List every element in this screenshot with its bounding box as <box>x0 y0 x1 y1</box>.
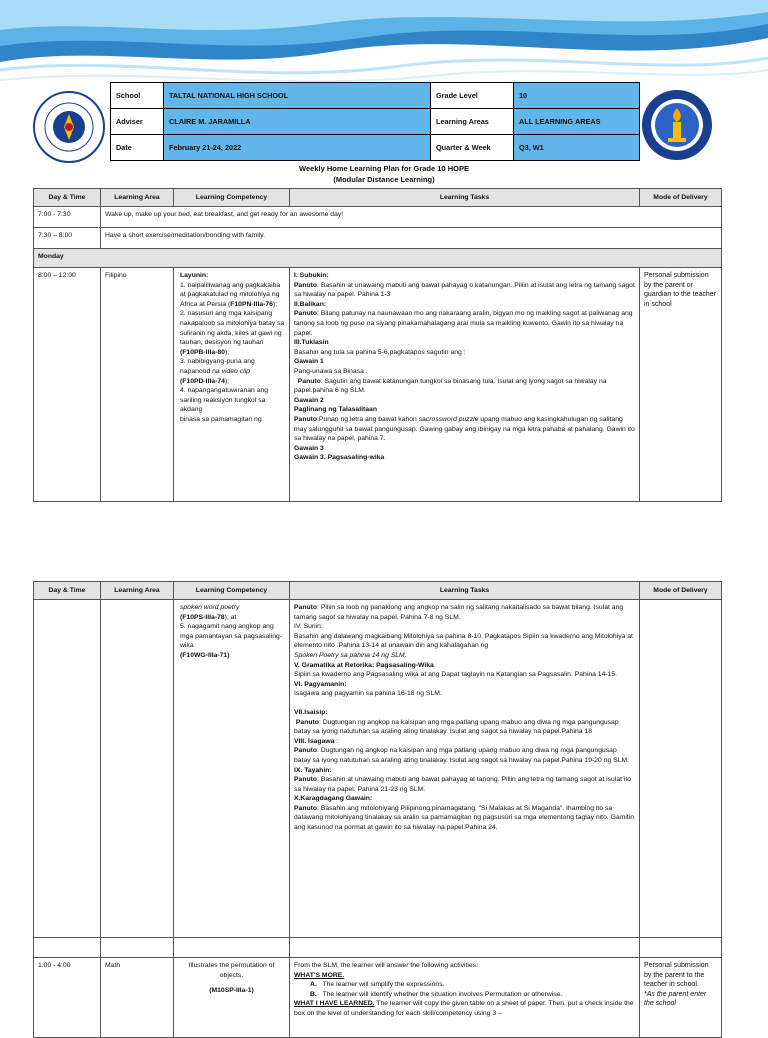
task-text <box>294 980 635 990</box>
task-body: : Bilang patunay na naunawaan mo ang nakaraang aralin, bigyan mo ng maikling sagot at paliwanag ang tanong sa loob ng puso na siyang pinakamahalagang aral mula sa maikling kuwento. Gawin ito sa hiwalay na papel. <box>294 310 633 337</box>
task-heading: Gawain 3 <box>294 444 324 452</box>
col-learning-area: Learning Area <box>101 582 174 600</box>
row-time: 1:00 - 4:00 <box>34 958 101 1038</box>
task-heading: Gawain 1 <box>294 358 324 366</box>
comp-text: ); <box>224 348 230 356</box>
math-tasks <box>290 958 640 1038</box>
row-text: Wake up, make up your bed, eat breakfast, and get ready for an awesome day! <box>101 207 722 228</box>
delivery-mode: Personal submission by the parent or guardian to the teacher in school <box>640 268 722 502</box>
task-heading: Gawain 2 <box>294 396 324 404</box>
col-competency: Learning Competency <box>174 582 290 600</box>
wave-banner <box>0 0 768 92</box>
task-heading: Paglinang ng Talasalitaan <box>294 406 377 414</box>
comp-line: Layunin: <box>180 272 209 279</box>
task-italic: Spoken Poetry sa pahina 14 ng SLM. <box>294 651 407 659</box>
comp-line <box>180 377 285 387</box>
task-body: : Piliin sa loob ng panaklong ang angkop na salin ng salitang nakaitalisado sa bawat bilang. Isulat ang tamang sagot sa hiwalay na papel. Pahina 7-8 ng SLM. <box>294 604 624 621</box>
panuto-label: Panuto <box>294 281 318 289</box>
task-text: Sipiin sa kwaderno ang Pagsasaling wika at ang Dapat taglayin na Katangian sa Pagsasalin. Pahina 14-15. <box>294 671 618 679</box>
task-heading: III.Tuklasin <box>294 339 329 347</box>
filipino-tasks-cont <box>290 600 640 938</box>
task-heading-text: VIII. Isagawa <box>294 737 335 745</box>
adviser-label: Adviser <box>111 109 164 135</box>
mode-text: Personal submission by the parent to the teacher in school. <box>644 962 709 989</box>
row-text: Have a short exercise/meditation/bonding with family. <box>101 228 722 249</box>
task-text <box>294 746 635 765</box>
task-text <box>294 603 635 622</box>
mode-note: *As the parent enter the school <box>644 990 707 1008</box>
task-text <box>294 309 635 338</box>
blank-cell <box>290 938 640 958</box>
comp-line <box>180 348 285 358</box>
comp-code: F10PN-IIIa-76 <box>230 300 273 308</box>
areas-value: ALL LEARNING AREAS <box>514 109 640 135</box>
plan-table-2 <box>33 581 722 1038</box>
task-heading: IV. Suriin: <box>294 623 323 631</box>
comp-text: 3. nabibigyang-puna ang napanood na <box>180 358 255 375</box>
comp-text: ); <box>272 300 278 308</box>
task-body: : Basahin ang mitolohiyang Pilipinong pinamagatang, “Si Malakas at Si Maganda”. Ihambing ito sa dalawang mitolohiyang tinalakay sa aralin sa pamamagitan ng pagsusuri sa mga elementong taglay nito. Gamitin ang kasunod na pormat at gawin ito sa hiwalay na papel.Pahina 24. <box>294 804 635 832</box>
delivery-mode <box>640 600 722 938</box>
blank-cell <box>174 938 290 958</box>
comp-code: (F10WG-IIIa-71) <box>180 651 230 659</box>
task-text: From the SLM, the learner will answer the following activities: <box>294 962 478 969</box>
plan-title <box>0 163 768 185</box>
row-area: Filipino <box>101 268 174 502</box>
date-label: Date <box>111 135 164 161</box>
task-text: Isagawa ang pagyamin sa pahina 16-18 ng SLM. <box>294 690 442 698</box>
panuto-label: Panuto <box>294 804 318 812</box>
task-heading <box>294 737 635 747</box>
comp-line <box>180 357 285 376</box>
comp-line: binasa sa pamamagitan ng <box>180 415 262 423</box>
comp-code: (M10SP-IIIa-1) <box>209 987 254 995</box>
comp-line: Illustrates the permutation of objects. <box>188 962 275 979</box>
col-mode: Mode of Delivery <box>640 582 722 600</box>
panuto-label: Panuto <box>295 718 319 726</box>
task-heading: WHAT'S MORE. <box>294 971 345 979</box>
math-competency <box>174 958 290 1038</box>
date-value: February 21-24, 2022 <box>164 135 431 161</box>
blank-cell <box>640 938 722 958</box>
comp-line: 4. napangangatuwiranan ang sariling reaksiyon tungkol sa akdang <box>180 387 269 414</box>
task-body: : <box>334 737 339 745</box>
school-seal-logo <box>640 88 714 162</box>
task-italic: crossword puzzle <box>425 415 479 423</box>
filipino-competency-cont <box>174 600 290 938</box>
task-text <box>294 377 635 396</box>
panuto-label: Panuto <box>294 415 318 423</box>
task-body: : Basahin at unawaing mabuti ang bawat pahayag at tanong. Piliin ang letra ng tamang sagot at isulat ito sa hiwalay na papel. Pahina 21-23 ng SLM. <box>294 776 632 793</box>
task-heading: I. Subukin: <box>294 272 329 279</box>
comp-text: ); at <box>224 613 237 621</box>
filipino-competency <box>174 268 290 502</box>
task-body: : Dugtungan ng angkop na kaisipan ang mga patlang upang mabuo ang diwa ng mga pangungusap batay sa iyong natutuhan sa araling ating tinalakay. Isulat ang sagot sa hiwalay na papel.Pahina 18 <box>294 718 619 736</box>
panuto-label: Panuto <box>294 604 318 611</box>
task-heading: V. Gramatika at Retorika: Pagsasaling-Wika <box>294 661 434 669</box>
list-marker: B. <box>310 990 317 998</box>
task-text <box>294 281 635 300</box>
task-text <box>294 804 635 833</box>
task-heading: IX. Tayahin: <box>294 766 332 774</box>
list-marker: A. <box>310 981 317 989</box>
task-text <box>294 415 635 444</box>
delivery-mode <box>640 958 722 1038</box>
blank-cell <box>101 938 174 958</box>
comp-code: (F10PB-IIIa-80 <box>180 348 225 356</box>
comp-line: spoken word poetry <box>180 604 240 611</box>
task-body: The learner will copy the given table on a sheet of paper. Then, put a check inside the box on the level of understanding for each skill/competency using 3 – <box>294 1000 634 1017</box>
col-learning-area: Learning Area <box>101 189 174 207</box>
task-text <box>294 775 635 794</box>
comp-text: Africa at Persia ( <box>180 300 231 308</box>
task-body: The learner will identify whether the situation involves Permutation or otherwise. <box>322 990 563 998</box>
row-area <box>101 600 174 938</box>
row-time: 7:00 - 7:30 <box>34 207 101 228</box>
comp-code: (F10PS-IIIa-78 <box>180 613 225 621</box>
col-competency: Learning Competency <box>174 189 290 207</box>
task-text <box>294 718 635 737</box>
task-text: Basahin ang tula sa pahina 5-6,pagkatapos sagutin ang : <box>294 348 466 356</box>
task-body: : Basahin at unawaing mabuti ang bawat pahayag o katanungan. Piliin at isulat ang letra ng tamang sagot sa hiwalay na papel. Pahina 1-3 <box>294 281 635 299</box>
task-heading: X.Karagdagang Gawain: <box>294 795 373 803</box>
quarter-value: Q3, W1 <box>514 135 640 161</box>
day-heading-monday: Monday <box>34 249 722 268</box>
comp-line: 5. nagagamit nang angkop ang mga pamantayan sa pagsasaling-wika <box>180 623 283 650</box>
panuto-label: Panuto <box>294 747 318 755</box>
col-tasks: Learning Tasks <box>290 582 640 600</box>
task-text: Basahin ang dalawang magkaibang Mitolohiya sa pahina 8-10. Pagkatapos Sipiin sa kwaderno ang Mitolohiya at elemento nito .Pahina 13-14 at unawain din ang kahalagahan ng <box>294 632 633 650</box>
school-label: School <box>111 83 164 109</box>
plan-table-1 <box>33 188 722 502</box>
task-body: : Sagutin ang bawat katanungan tungkol sa binasang tula. Isulat ang iyong sagot sa hiwalay na papel.pahina 6 ng SLM. <box>294 377 607 395</box>
comp-line <box>180 613 285 623</box>
comp-line: 1. naipaliliwanag ang pagkakaiba at pagkakatulad ng mitolohiya ng <box>180 281 281 299</box>
task-text: Pang-unawa sa Binasa . <box>294 367 368 375</box>
comp-italic: video clip <box>221 367 250 375</box>
panuto-label: Panuto <box>297 377 321 385</box>
task-heading: VI. Pagyamanin: <box>294 680 347 688</box>
adviser-value: CLAIRE M. JARAMILLA <box>164 109 431 135</box>
filipino-tasks <box>290 268 640 502</box>
row-time <box>34 600 101 938</box>
plan-title-line2: (Modular Distance Learning) <box>333 175 435 184</box>
task-heading: VII.Isaisip: <box>294 708 328 716</box>
task-body: : Dugtungan ng angkop na kaisipan ang mga patlang upang mabuo ang diwa ng mga pangungusap batay sa iyong natutuhan sa araling ating tinalakay. Isulat ang sagot sa hiwalay na papel.Pahina 19-20 ng SLM. <box>294 747 630 764</box>
comp-line: 2. nasusuri ang mga kaisipang nakapaloob sa mitolohiya batay sa suliranin ng akda, kilos at gawi ng tauhan, desisyon ng tauhan <box>180 310 285 347</box>
col-day-time: Day & Time <box>34 189 101 207</box>
row-time: 7:30 – 8:00 <box>34 228 101 249</box>
task-body: The learner will simplify the expressions. <box>322 981 445 989</box>
task-body: :Punan ng letra ang bawat kahon sa <box>317 415 426 423</box>
task-text <box>294 999 635 1018</box>
comp-line <box>180 300 285 310</box>
col-day-time: Day & Time <box>34 582 101 600</box>
task-text <box>294 990 635 1000</box>
row-area: Math <box>101 958 174 1038</box>
plan-title-line1: Weekly Home Learning Plan for Grade 10 HOPE <box>299 164 469 173</box>
panuto-label: Panuto <box>294 776 318 784</box>
grade-value: 10 <box>514 83 640 109</box>
school-value: TALTAL NATIONAL HIGH SCHOOL <box>164 83 431 109</box>
quarter-label: Quarter & Week <box>431 135 514 161</box>
col-tasks: Learning Tasks <box>290 189 640 207</box>
blank-cell <box>34 938 101 958</box>
panuto-label: Panuto <box>294 310 318 318</box>
task-heading-text: WHAT I HAVE LEARNED. <box>294 1000 375 1008</box>
comp-text: ); <box>224 377 230 385</box>
col-mode: Mode of Delivery <box>640 189 722 207</box>
task-heading: Gawain 3. Pagsasaling-wika <box>294 454 385 462</box>
comp-code: (F10PD-IIIa-74 <box>180 377 225 385</box>
deped-seal-logo <box>32 90 106 164</box>
row-time: 8:00 – 12:00 <box>34 268 101 502</box>
areas-label: Learning Areas <box>431 109 514 135</box>
task-body: upang mabuo ang kasingkahulugan ng salitang may salungguhit sa bawat pangungusap. Gawing gabay ang ibinigay na mga letra pahaba at pahalang. Gawin ito sa hiwalay na papel, pahina 7. <box>294 415 635 443</box>
header-info-table <box>110 82 640 161</box>
grade-label: Grade Level <box>431 83 514 109</box>
task-heading: II.Balikan: <box>294 300 327 308</box>
